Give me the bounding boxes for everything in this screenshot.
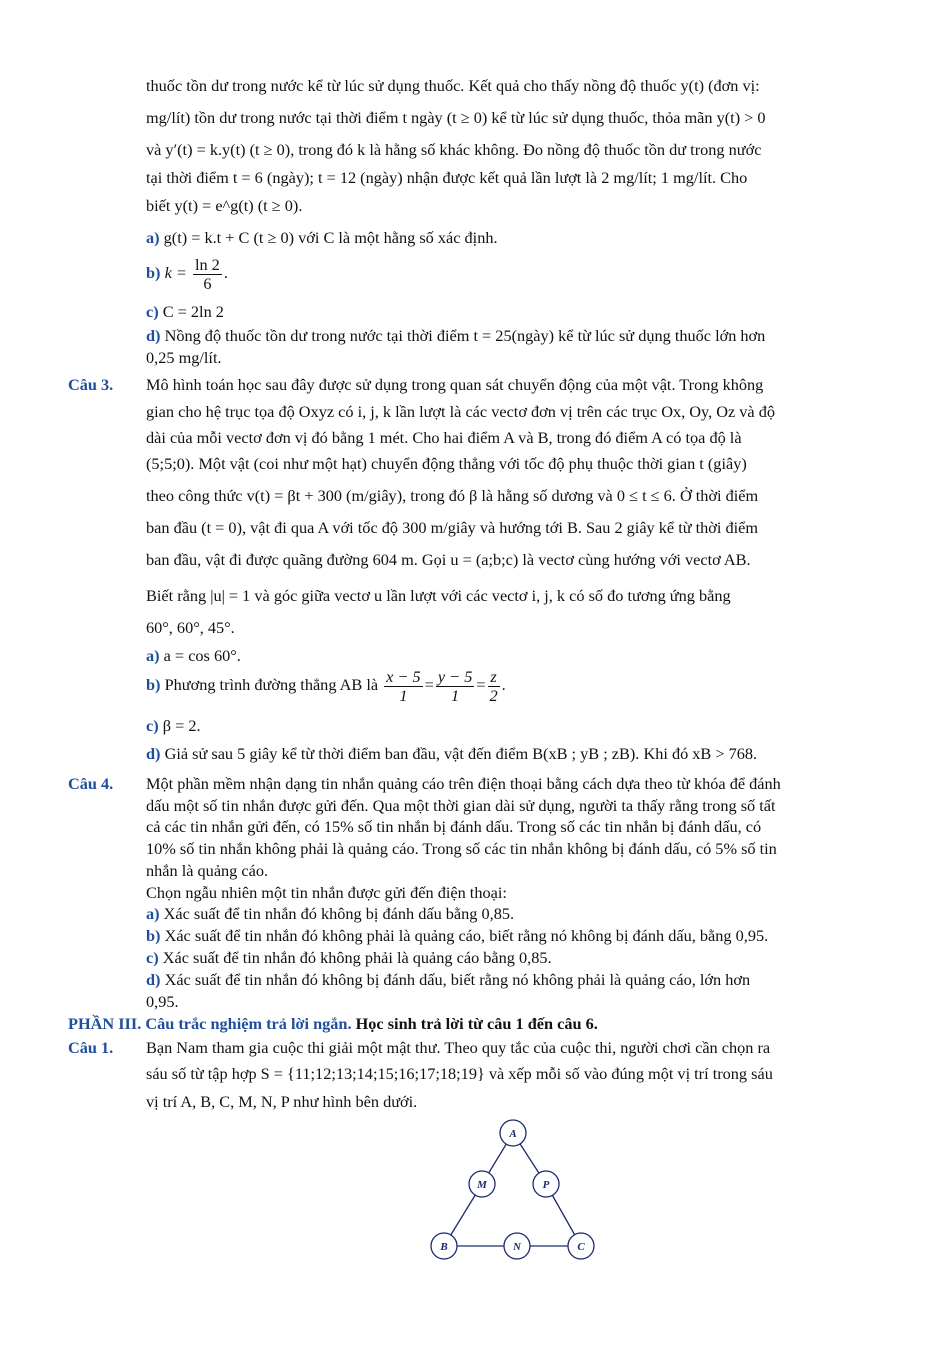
fraction-denominator: 2 (489, 685, 498, 705)
cau3-line-6: ban đầu (t = 0), vật đi qua A với tốc độ 300 m/giây và hướng tới B. Sau 2 giây kể từ thời điểm (146, 518, 759, 537)
cau2-line-4: tại thời điểm t = 6 (ngày); t = 12 (ngày) nhận được kết quả lần lượt là 2 mg/lít; 1 mg/lít. Cho (146, 168, 748, 187)
cau4-line-4: 10% số tin nhắn không phải là quảng cáo. Trong số các tin nhắn không bị đánh dấu, có 5% số tin (146, 839, 777, 858)
question-label: Câu 1. (68, 1038, 114, 1057)
option-label: c) (146, 716, 159, 735)
option-text: Xác suất để tin nhắn đó không bị đánh dấu, biết rằng nó không phải là quảng cáo, lớn hơn (164, 970, 751, 989)
fraction-denominator: 1 (451, 685, 460, 705)
option-label: c) (146, 948, 159, 967)
option-label: a) (146, 904, 160, 923)
cau3-line-2: gian cho hệ trục tọa độ Oxyz có i, j, k lần lượt là các vectơ đơn vị trên các trục Ox, Oy, Oz và độ (146, 402, 776, 421)
cau3-line-1: Mô hình toán học sau đây được sử dụng trong quan sát chuyển động của một vật. Trong không (146, 375, 764, 394)
fraction-numerator: z (488, 668, 500, 687)
node-label-P: P (542, 1179, 550, 1191)
cau3-line-5: theo công thức v(t) = βt + 300 (m/giây), trong đó β là hằng số dương và 0 ≤ t ≤ 6. Ở thời điểm (146, 486, 759, 505)
part-title: PHẦN III. Câu trắc nghiệm trả lời ngắn. (68, 1014, 352, 1033)
cau1-line-3: vị trí A, B, C, M, N, P như hình bên dưới. (146, 1092, 418, 1111)
option-text: a = cos 60°. (163, 646, 241, 665)
cau4-option-d-cont: 0,95. (146, 992, 179, 1011)
cau2-line-2: mg/lít) tồn dư trong nước tại thời điểm t ngày (t ≥ 0) kể từ lúc sử dụng thuốc, thỏa mãn y(t) > 0 (146, 108, 766, 127)
fraction-denominator: 1 (399, 685, 408, 705)
cau4-line-3: cả các tin nhắn gửi đến, có 15% số tin nhắn bị đánh dấu. Trong số các tin nhắn bị đánh dấu, có (146, 817, 762, 836)
cau2-line-3: và y′(t) = k.y(t) (t ≥ 0), trong đó k là hằng số khác không. Đo nồng độ thuốc tồn dư trong nước (146, 140, 762, 159)
option-text: Xác suất để tin nhắn đó không bị đánh dấu bằng 0,85. (163, 904, 515, 923)
node-label-C: C (577, 1241, 585, 1253)
option-label: a) (146, 228, 160, 247)
node-label-M: M (477, 1179, 487, 1191)
cau2-line-5: biết y(t) = e^g(t) (t ≥ 0). (146, 196, 303, 215)
option-label: d) (146, 744, 161, 763)
part-subtitle: Học sinh trả lời từ câu 1 đến câu 6. (355, 1014, 598, 1033)
fraction-numerator: x − 5 (386, 667, 421, 686)
cau4-line-6: Chọn ngẫu nhiên một tin nhắn được gửi đến điện thoại: (146, 883, 507, 902)
option-label: b) (146, 675, 161, 695)
node-label-A: A (509, 1128, 517, 1140)
cau2-option-d-cont: 0,25 mg/lít. (146, 348, 222, 367)
option-text: k = (164, 263, 187, 283)
option-text: Phương trình đường thẳng AB là (164, 675, 379, 695)
question-label: Câu 3. (68, 375, 114, 394)
cau3-option-b: b) Phương trình đường thẳng AB là $\frac{x - 5}{1}$ = $\frac{y - 5}{1}$ = $\frac{z}{2}$ . (146, 667, 506, 705)
cau3-line-3: dài của mỗi vectơ đơn vị đó bằng 1 mét. Cho hai điểm A và B, trong đó điểm A có tọa độ là (146, 428, 742, 447)
question-label: Câu 4. (68, 774, 114, 793)
cau3-line-9: 60°, 60°, 45°. (146, 618, 235, 637)
node-label-B: B (440, 1241, 448, 1253)
cau3-line-7: ban đầu, vật đi được quãng đường 604 m. Gọi u = (a;b;c) là vectơ cùng hướng với vectơ AB. (146, 550, 751, 569)
cau2-line-1: thuốc tồn dư trong nước kể từ lúc sử dụng thuốc. Kết quả cho thấy nồng độ thuốc y(t) (đơn vị: (146, 76, 760, 95)
option-label: a) (146, 646, 160, 665)
cau3-line-4: (5;5;0). Một vật (coi như một hạt) chuyển động thẳng với tốc độ phụ thuộc thời gian t (giây) (146, 454, 747, 473)
cau4-line-2: dấu một số tin nhắn được gửi đến. Qua một thời gian dài sử dụng, người ta thấy rằng trong số tất (146, 796, 776, 815)
fraction-denominator: 6 (203, 273, 212, 293)
option-label: d) (146, 970, 161, 989)
option-text: g(t) = k.t + C (t ≥ 0) với C là một hằng số xác định. (163, 228, 498, 247)
option-text: β = 2. (162, 716, 201, 735)
option-label: c) (146, 302, 159, 321)
cau3-line-8: Biết rằng |u| = 1 và góc giữa vectơ u lần lượt với các vectơ i, j, k có số đo tương ứng bằng (146, 586, 731, 605)
cau4-line-5: nhắn là quảng cáo. (146, 861, 269, 880)
option-text: Giả sử sau 5 giây kể từ thời điểm ban đầu, vật đến điểm B(xB ; yB ; zB). Khi đó xB > 768. (164, 744, 758, 763)
fraction-numerator: ln 2 (194, 255, 220, 274)
option-label: d) (146, 326, 161, 345)
option-text: C = 2ln 2 (162, 302, 224, 321)
fraction-numerator: y − 5 (437, 667, 473, 686)
cau1-line-2: sáu số từ tập hợp S = {11;12;13;14;15;16;17;18;19} và xếp mỗi số vào đúng một vị trí trong sáu (146, 1064, 773, 1083)
option-label: b) (146, 263, 161, 283)
option-text: Xác suất để tin nhắn đó không phải là quảng cáo bằng 0,85. (162, 948, 552, 967)
cau2-option-b: b) k = $\frac{\ln 2}{6}$ . (146, 255, 228, 293)
option-text: Xác suất để tin nhắn đó không phải là quảng cáo, biết rằng nó không bị đánh dấu, bằng 0,95. (164, 926, 769, 945)
option-text: Nồng độ thuốc tồn dư trong nước tại thời điểm t = 25(ngày) kể từ lúc sử dụng thuốc lớn hơn (164, 326, 766, 345)
option-label: b) (146, 926, 161, 945)
node-label-N: N (513, 1241, 521, 1253)
cau4-line-1: Một phần mềm nhận dạng tin nhắn quảng cáo trên điện thoại bằng cách dựa theo từ khóa để đánh (146, 774, 781, 793)
cau1-line-1: Bạn Nam tham gia cuộc thi giải một mật thư. Theo quy tắc của cuộc thi, người chơi cần chọn ra (146, 1038, 771, 1057)
